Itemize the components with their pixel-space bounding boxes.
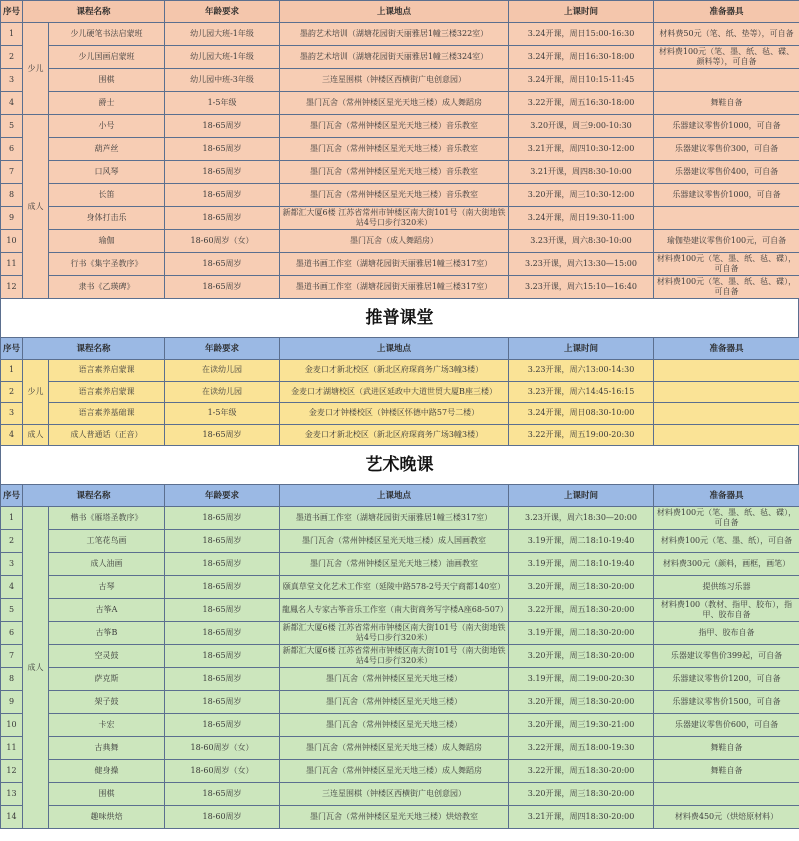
prep-materials: 乐器建议零售价399起，可自备 — [654, 645, 799, 668]
table-row — [1, 737, 799, 760]
header-course: 课程名称 — [23, 485, 165, 507]
row-number: 1 — [1, 360, 23, 382]
age-requirement: 在读幼儿园 — [165, 360, 280, 382]
course-name: 语言素养基础课 — [49, 403, 165, 425]
class-time: 3.22开课，周五18:30-20:00 — [509, 760, 654, 783]
course-name: 工笔花鸟画 — [49, 530, 165, 553]
age-requirement: 18-60周岁（女） — [165, 737, 280, 760]
class-time: 3.23开课，周六18:30—20:00 — [509, 507, 654, 530]
group-label: 成人 — [23, 115, 49, 299]
class-location: 墨韵艺术培训（湖塘花园街天丽雅居1幢三楼324室） — [280, 46, 509, 69]
age-requirement: 18-65周岁 — [165, 668, 280, 691]
class-time: 3.23开课，周六8:30-10:00 — [509, 230, 654, 253]
header-time: 上课时间 — [509, 485, 654, 507]
age-requirement: 幼儿园大班-1年级 — [165, 46, 280, 69]
course-name: 口风琴 — [49, 161, 165, 184]
table-row — [1, 622, 799, 645]
age-requirement: 18-65周岁 — [165, 599, 280, 622]
class-time: 3.23开课，周六13:30—15:00 — [509, 253, 654, 276]
prep-materials — [654, 69, 799, 92]
class-location: 三连星围棋（钟楼区西横街广电创意园） — [280, 783, 509, 806]
age-requirement: 18-60周岁 — [165, 806, 280, 829]
age-requirement: 18-65周岁 — [165, 714, 280, 737]
prep-materials: 材料费100（教材、指甲、胶布），指甲、胶布自备 — [654, 599, 799, 622]
row-number: 7 — [1, 161, 23, 184]
prep-materials: 材料费100元（笔、墨、纸、毡、碟），可自备 — [654, 276, 799, 299]
course-name: 长笛 — [49, 184, 165, 207]
header-course: 课程名称 — [23, 338, 165, 360]
class-location: 墨门瓦舍（常州钟楼区星光天地三楼）音乐教室 — [280, 161, 509, 184]
prep-materials: 材料费50元（笔、纸、垫等），可自备 — [654, 23, 799, 46]
course-name: 围棋 — [49, 69, 165, 92]
class-location: 墨门瓦舍（成人舞蹈房） — [280, 230, 509, 253]
class-location: 墨门瓦舍（常州钟楼区星光天地三楼） — [280, 691, 509, 714]
group-label: 成人 — [23, 507, 49, 829]
course-name: 瑜伽 — [49, 230, 165, 253]
age-requirement: 幼儿园大班-1年级 — [165, 23, 280, 46]
table-row — [1, 115, 799, 138]
class-location: 墨门瓦舍（常州钟楼区星光天地三楼）烘焙教室 — [280, 806, 509, 829]
class-location: 墨道书画工作室（湖塘花园街天丽雅居1幢三楼317室） — [280, 507, 509, 530]
table-row — [1, 576, 799, 599]
course-name: 健身操 — [49, 760, 165, 783]
group-label: 少儿 — [23, 23, 49, 115]
prep-materials: 材料费100元（笔、墨、纸、毡、碟），可自备 — [654, 507, 799, 530]
age-requirement: 18-65周岁 — [165, 622, 280, 645]
class-time: 3.20开课，周三18:30-20:00 — [509, 576, 654, 599]
course-name: 空灵鼓 — [49, 645, 165, 668]
header-place: 上课地点 — [280, 1, 509, 23]
table-row — [1, 760, 799, 783]
prep-materials: 乐器建议零售价600，可自备 — [654, 714, 799, 737]
section-title-tuipu: 推普课堂 — [0, 299, 799, 337]
age-requirement: 18-65周岁 — [165, 115, 280, 138]
prep-materials: 舞鞋自备 — [654, 760, 799, 783]
class-time: 3.20开课，周三18:30-20:00 — [509, 691, 654, 714]
header-place: 上课地点 — [280, 485, 509, 507]
class-time: 3.19开课，周二18:10-19:40 — [509, 530, 654, 553]
section-title-art-evening: 艺术晚课 — [0, 446, 799, 484]
course-name: 少儿国画启蒙班 — [49, 46, 165, 69]
class-time: 3.24开课，周日16:30-18:00 — [509, 46, 654, 69]
age-requirement: 18-65周岁 — [165, 138, 280, 161]
row-number: 3 — [1, 69, 23, 92]
age-requirement: 18-65周岁 — [165, 253, 280, 276]
class-time: 3.21开课，周四10:30-12:00 — [509, 138, 654, 161]
header-place: 上课地点 — [280, 338, 509, 360]
table-row — [1, 92, 799, 115]
prep-materials: 乐器建议零售价1200，可自备 — [654, 668, 799, 691]
course-name: 古筝A — [49, 599, 165, 622]
course-name: 楷书《雁塔圣教序》 — [49, 507, 165, 530]
class-time: 3.23开课，周六15:10—16:40 — [509, 276, 654, 299]
course-name: 少儿硬笔书法启蒙班 — [49, 23, 165, 46]
class-location: 墨韵艺术培训（湖塘花园街天丽雅居1幢三楼322室） — [280, 23, 509, 46]
prep-materials: 乐器建议零售价1000，可自备 — [654, 115, 799, 138]
prep-materials — [654, 207, 799, 230]
age-requirement: 18-65周岁 — [165, 645, 280, 668]
age-requirement: 18-65周岁 — [165, 424, 280, 446]
table-row — [1, 69, 799, 92]
age-requirement: 在读幼儿园 — [165, 381, 280, 403]
row-number: 9 — [1, 691, 23, 714]
header-time: 上课时间 — [509, 338, 654, 360]
course-name: 萨克斯 — [49, 668, 165, 691]
class-time: 3.24开课，周日10:15-11:45 — [509, 69, 654, 92]
prep-materials: 乐器建议零售价400，可自备 — [654, 161, 799, 184]
header-gear: 准备器具 — [654, 1, 799, 23]
header-age: 年龄要求 — [165, 338, 280, 360]
class-time: 3.20开课，周三18:30-20:00 — [509, 783, 654, 806]
prep-materials — [654, 360, 799, 382]
row-number: 11 — [1, 737, 23, 760]
table-row — [1, 230, 799, 253]
row-number: 3 — [1, 553, 23, 576]
age-requirement: 18-60周岁（女） — [165, 760, 280, 783]
age-requirement: 18-65周岁 — [165, 553, 280, 576]
header-no: 序号 — [1, 338, 23, 360]
class-location: 新都汇大厦6楼 江苏省常州市钟楼区南大街101号（南大街地铁站4号口步行320米） — [280, 207, 509, 230]
course-name: 古典舞 — [49, 737, 165, 760]
class-time: 3.22开课，周五19:00-20:30 — [509, 424, 654, 446]
class-time: 3.23开课，周六14:45-16:15 — [509, 381, 654, 403]
age-requirement: 18-65周岁 — [165, 691, 280, 714]
row-number: 2 — [1, 46, 23, 69]
class-time: 3.24开课，周日08:30-10:00 — [509, 403, 654, 425]
header-age: 年龄要求 — [165, 485, 280, 507]
table-row — [1, 714, 799, 737]
row-number: 4 — [1, 576, 23, 599]
prep-materials — [654, 381, 799, 403]
class-time: 3.22开课，周五18:30-20:00 — [509, 599, 654, 622]
class-location: 墨门瓦舍（常州钟楼区星光天地三楼） — [280, 714, 509, 737]
class-time: 3.19开课，周二18:10-19:40 — [509, 553, 654, 576]
course-name: 成人油画 — [49, 553, 165, 576]
row-number: 2 — [1, 530, 23, 553]
table-row — [1, 184, 799, 207]
table-row — [1, 806, 799, 829]
header-no: 序号 — [1, 485, 23, 507]
prep-materials: 乐器建议零售价1000，可自备 — [654, 184, 799, 207]
table-row — [1, 360, 799, 382]
row-number: 12 — [1, 276, 23, 299]
class-location: 墨门瓦舍（常州钟楼区星光天地三楼）成人舞蹈房 — [280, 92, 509, 115]
row-number: 5 — [1, 115, 23, 138]
age-requirement: 18-65周岁 — [165, 184, 280, 207]
header-gear: 准备器具 — [654, 485, 799, 507]
class-location: 三连星围棋（钟楼区西横街广电创意园） — [280, 69, 509, 92]
age-requirement: 1-5年级 — [165, 92, 280, 115]
class-location: 金麦口才钟楼校区（钟楼区怀德中路57号二楼） — [280, 403, 509, 425]
header-time: 上课时间 — [509, 1, 654, 23]
course-name: 成人普通话（正音） — [49, 424, 165, 446]
table-row — [1, 553, 799, 576]
course-name: 语言素养启蒙课 — [49, 360, 165, 382]
class-location: 墨门瓦舍（常州钟楼区星光天地三楼）音乐教室 — [280, 138, 509, 161]
prep-materials: 舞鞋自备 — [654, 92, 799, 115]
table-row — [1, 161, 799, 184]
prep-materials: 瑜伽垫建议零售价100元，可自备 — [654, 230, 799, 253]
table-row — [1, 645, 799, 668]
table-header-row — [1, 1, 799, 23]
table-row — [1, 668, 799, 691]
group-label: 少儿 — [23, 360, 49, 425]
table-row — [1, 23, 799, 46]
header-age: 年龄要求 — [165, 1, 280, 23]
table-row — [1, 530, 799, 553]
header-gear: 准备器具 — [654, 338, 799, 360]
row-number: 8 — [1, 184, 23, 207]
class-location: 墨门瓦舍（常州钟楼区星光天地三楼）成人舞蹈房 — [280, 760, 509, 783]
row-number: 5 — [1, 599, 23, 622]
table-row — [1, 507, 799, 530]
age-requirement: 18-65周岁 — [165, 507, 280, 530]
class-time: 3.20开课，周三9:00-10:30 — [509, 115, 654, 138]
prep-materials: 乐器建议零售价300，可自备 — [654, 138, 799, 161]
class-location: 墨门瓦舍（常州钟楼区星光天地三楼） — [280, 668, 509, 691]
course-name: 小号 — [49, 115, 165, 138]
table-row — [1, 276, 799, 299]
row-number: 4 — [1, 424, 23, 446]
class-location: 墨门瓦舍（常州钟楼区星光天地三楼）油画教室 — [280, 553, 509, 576]
prep-materials: 提供练习乐器 — [654, 576, 799, 599]
course-name: 葫芦丝 — [49, 138, 165, 161]
header-course: 课程名称 — [23, 1, 165, 23]
class-time: 3.21开课，周四18:30-20:00 — [509, 806, 654, 829]
table-row — [1, 207, 799, 230]
age-requirement: 18-65周岁 — [165, 576, 280, 599]
course-name: 围棋 — [49, 783, 165, 806]
row-number: 10 — [1, 714, 23, 737]
prep-materials: 指甲、胶布自备 — [654, 622, 799, 645]
table-row — [1, 691, 799, 714]
row-number: 7 — [1, 645, 23, 668]
prep-materials — [654, 403, 799, 425]
age-requirement: 1-5年级 — [165, 403, 280, 425]
header-no: 序号 — [1, 1, 23, 23]
table-header-row — [1, 485, 799, 507]
course-name: 古琴 — [49, 576, 165, 599]
class-time: 3.20开课，周三19:30-21:00 — [509, 714, 654, 737]
table-row — [1, 424, 799, 446]
prep-materials — [654, 783, 799, 806]
table-row — [1, 46, 799, 69]
age-requirement: 18-65周岁 — [165, 783, 280, 806]
class-location: 金麦口才新北校区（新北区府琛商务广场3幢3楼） — [280, 360, 509, 382]
prep-materials: 材料费450元（烘焙原材料） — [654, 806, 799, 829]
age-requirement: 18-65周岁 — [165, 276, 280, 299]
row-number: 14 — [1, 806, 23, 829]
prep-materials: 乐器建议零售价1500，可自备 — [654, 691, 799, 714]
row-number: 9 — [1, 207, 23, 230]
row-number: 2 — [1, 381, 23, 403]
age-requirement: 幼儿园中班-3年级 — [165, 69, 280, 92]
table-section-3 — [0, 484, 799, 829]
class-location: 龍鳳名人专家古筝音乐工作室（南大街商务写字楼A座68-507） — [280, 599, 509, 622]
table-row — [1, 253, 799, 276]
table-row — [1, 599, 799, 622]
table-section-1 — [0, 0, 799, 299]
course-name: 爵士 — [49, 92, 165, 115]
class-location: 墨门瓦舍（常州钟楼区星光天地三楼）音乐教室 — [280, 184, 509, 207]
course-name: 古筝B — [49, 622, 165, 645]
class-location: 墨门瓦舍（常州钟楼区星光天地三楼）成人国画教室 — [280, 530, 509, 553]
prep-materials: 材料费100元（笔、墨、纸），可自备 — [654, 530, 799, 553]
class-time: 3.20开课，周三10:30-12:00 — [509, 184, 654, 207]
row-number: 11 — [1, 253, 23, 276]
row-number: 10 — [1, 230, 23, 253]
row-number: 13 — [1, 783, 23, 806]
row-number: 12 — [1, 760, 23, 783]
class-location: 墨门瓦舍（常州钟楼区星光天地三楼）成人舞蹈房 — [280, 737, 509, 760]
row-number: 3 — [1, 403, 23, 425]
table-header-row — [1, 338, 799, 360]
table-row — [1, 403, 799, 425]
class-time: 3.24开课，周日19:30-11:00 — [509, 207, 654, 230]
class-time: 3.24开课，周日15:00-16:30 — [509, 23, 654, 46]
class-location: 墨门瓦舍（常州钟楼区星光天地三楼）音乐教室 — [280, 115, 509, 138]
class-location: 金麦口才湖塘校区（武进区延政中大道世贸大厦B座三楼） — [280, 381, 509, 403]
prep-materials: 材料费100元（笔、墨、纸、毡、碟），可自备 — [654, 253, 799, 276]
table-row — [1, 783, 799, 806]
course-name: 隶书《乙瑛碑》 — [49, 276, 165, 299]
class-time: 3.20开课，周三18:30-20:00 — [509, 645, 654, 668]
class-location: 金麦口才新北校区（新北区府琛商务广场3幢3楼） — [280, 424, 509, 446]
course-name: 行书《集字圣教序》 — [49, 253, 165, 276]
class-location: 墨道书画工作室（湖塘花园街天丽雅居1幢三楼317室） — [280, 276, 509, 299]
class-location: 颐真草堂文化艺术工作室（延陵中路578-2号天宁商都140室） — [280, 576, 509, 599]
class-location: 新都汇大厦6楼 江苏省常州市钟楼区南大街101号（南大街地铁站4号口步行320米） — [280, 645, 509, 668]
group-label: 成人 — [23, 424, 49, 446]
class-time: 3.19开课，周二19:00-20:30 — [509, 668, 654, 691]
prep-materials: 舞鞋自备 — [654, 737, 799, 760]
age-requirement: 18-60周岁（女） — [165, 230, 280, 253]
class-time: 3.19开课，周二18:30-20:00 — [509, 622, 654, 645]
row-number: 8 — [1, 668, 23, 691]
age-requirement: 18-65周岁 — [165, 530, 280, 553]
row-number: 1 — [1, 507, 23, 530]
class-location: 墨道书画工作室（湖塘花园街天丽雅居1幢三楼317室） — [280, 253, 509, 276]
course-name: 架子鼓 — [49, 691, 165, 714]
course-name: 趣味烘焙 — [49, 806, 165, 829]
table-row — [1, 138, 799, 161]
prep-materials — [654, 424, 799, 446]
row-number: 6 — [1, 138, 23, 161]
row-number: 1 — [1, 23, 23, 46]
table-row — [1, 381, 799, 403]
class-time: 3.23开课，周六13:00-14:30 — [509, 360, 654, 382]
course-name: 语言素养启蒙课 — [49, 381, 165, 403]
table-section-2 — [0, 337, 799, 446]
row-number: 6 — [1, 622, 23, 645]
row-number: 4 — [1, 92, 23, 115]
age-requirement: 18-65周岁 — [165, 161, 280, 184]
course-name: 卡宏 — [49, 714, 165, 737]
prep-materials: 材料费100元（笔、墨、纸、毡、碟、颜料等），可自备 — [654, 46, 799, 69]
class-time: 3.22开课，周五16:30-18:00 — [509, 92, 654, 115]
age-requirement: 18-65周岁 — [165, 207, 280, 230]
course-name: 身体打击乐 — [49, 207, 165, 230]
prep-materials: 材料费300元（颜料，画框，画笔） — [654, 553, 799, 576]
class-time: 3.21开课，周四8:30-10:00 — [509, 161, 654, 184]
class-location: 新都汇大厦6楼 江苏省常州市钟楼区南大街101号（南大街地铁站4号口步行320米） — [280, 622, 509, 645]
class-time: 3.22开课，周五18:00-19:30 — [509, 737, 654, 760]
